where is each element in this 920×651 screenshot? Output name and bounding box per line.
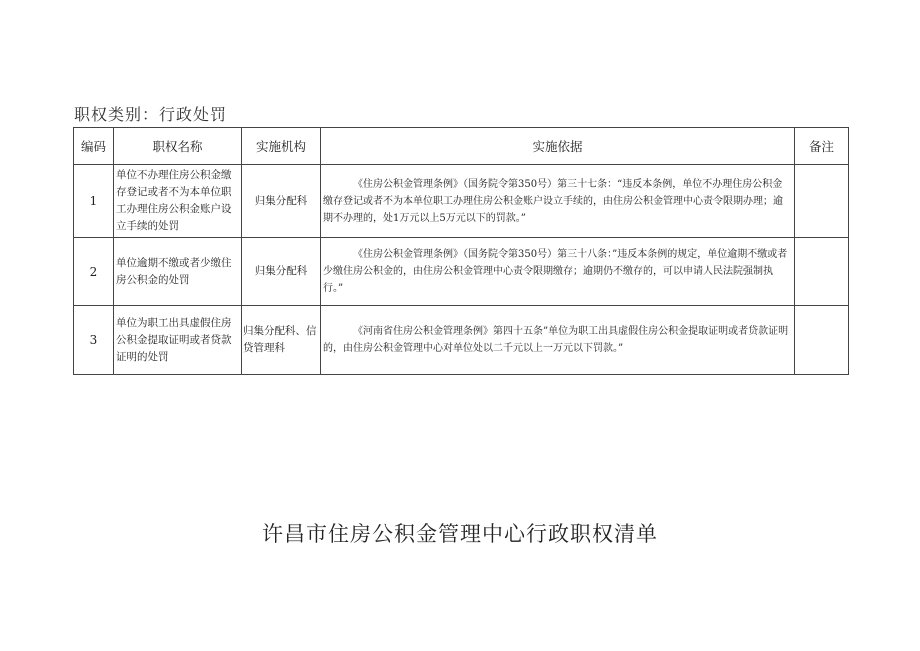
cell-org: 归集分配科 — [242, 238, 321, 306]
header-org: 实施机构 — [242, 128, 321, 165]
cell-name: 单位不办理住房公积金缴存登记或者不为本单位职工办理住房公积金账户设立手续的处罚 — [114, 165, 242, 238]
cell-org: 归集分配科 — [242, 165, 321, 238]
cell-name: 单位逾期不缴或者少缴住房公积金的处罚 — [114, 238, 242, 306]
header-basis: 实施依据 — [321, 128, 795, 165]
cell-basis — [321, 306, 795, 375]
basis-text: 《住房公积金管理条例》（国务院令第350号）第三十七条：“违反本条例，单位不办理住房公积金缴存登记或者不为本单位职工办理住房公积金账户设立手续的，由住房公积金管理中心责令限期办理；逾期不办理的，处1万元以上5万元以下的罚款。” — [323, 178, 783, 224]
cell-note — [795, 165, 849, 238]
header-note: 备注 — [795, 128, 849, 165]
cell-basis — [321, 165, 795, 238]
cell-code: 3 — [74, 306, 114, 375]
cell-name: 单位为职工出具虚假住房公积金提取证明或者贷款证明的处罚 — [114, 306, 242, 375]
header-code: 编码 — [74, 128, 114, 165]
cell-note — [795, 238, 849, 306]
power-list-table — [73, 127, 849, 375]
table-header-row — [74, 128, 849, 165]
cell-org: 归集分配科、信贷管理科 — [242, 306, 321, 375]
basis-text: 《河南省住房公积金管理条例》第四十五条”单位为职工出具虚假住房公积金提取证明或者贷款证明的，由住房公积金管理中心对单位处以二千元以上一万元以下罚款。” — [323, 326, 789, 354]
cell-code: 1 — [74, 165, 114, 238]
cell-basis — [321, 238, 795, 306]
table-row — [74, 306, 849, 375]
document-title: 许昌市住房公积金管理中心行政职权清单 — [262, 522, 658, 546]
table-row — [74, 238, 849, 306]
category-label: 职权类别：行政处罚 — [74, 105, 228, 124]
cell-note — [795, 306, 849, 375]
header-name: 职权名称 — [114, 128, 242, 165]
basis-text: 《住房公积金管理条例》（国务院令第350号）第三十八条：”违反本条例的规定，单位逾期不缴或者少缴住房公积金的，由住房公积金管理中心责令限期缴存；逾期仍不缴存的，可以申请人民法院强制执行。” — [323, 249, 788, 294]
cell-code: 2 — [74, 238, 114, 306]
table-row — [74, 165, 849, 238]
